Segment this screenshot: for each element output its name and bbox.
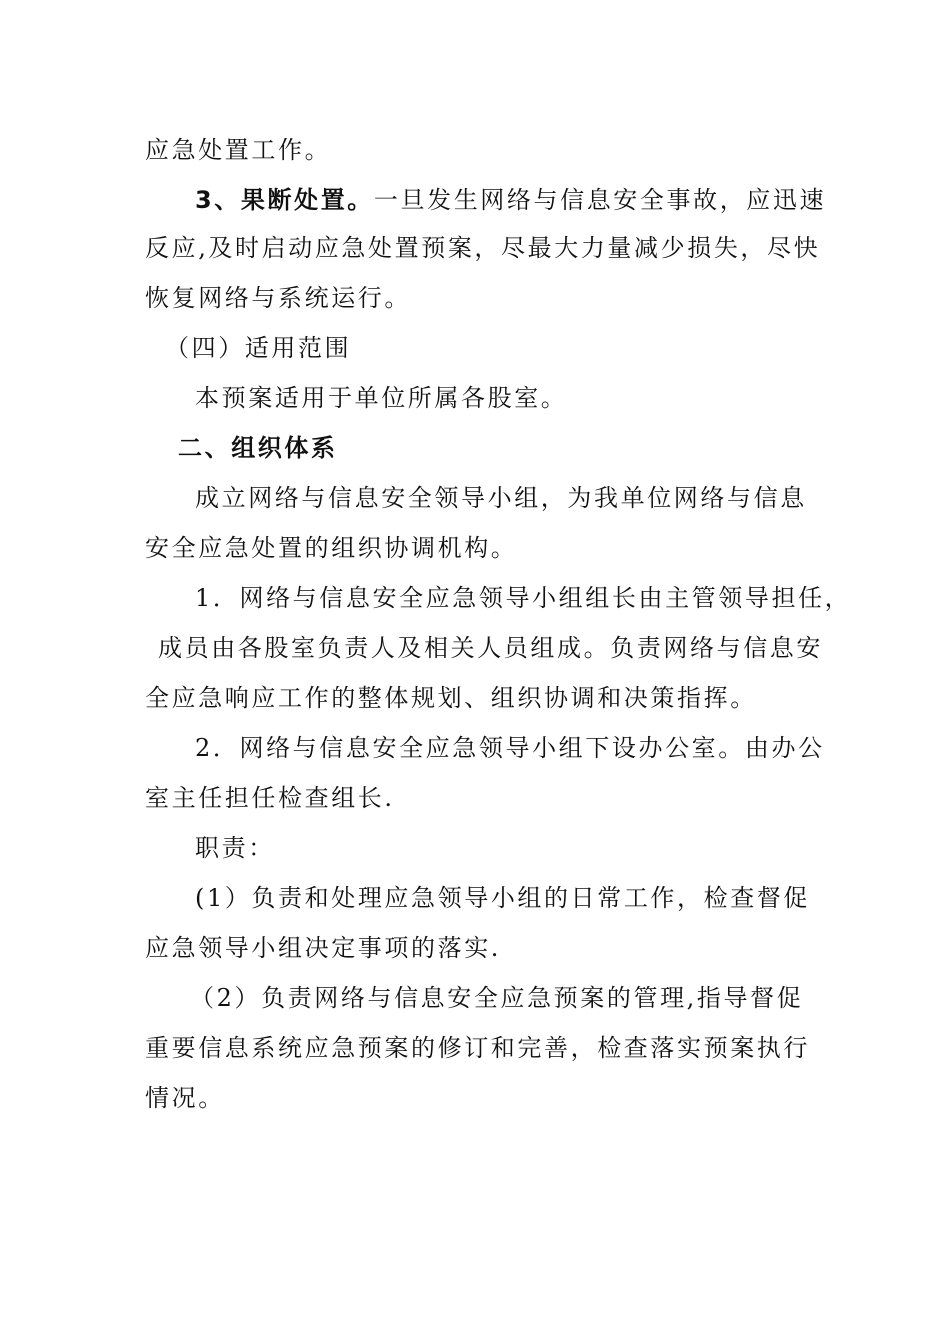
paragraph-line: 安全应急处置的组织协调机构。: [145, 534, 518, 562]
item-heading: 果断处置。: [240, 186, 374, 214]
paragraph-line: 应急处置工作。: [145, 136, 332, 164]
paragraph-line: [195, 180, 826, 220]
paragraph-line: 情况。: [145, 1084, 225, 1112]
paragraph-line: 恢复网络与系统运行。: [145, 284, 411, 312]
paragraph-line: 重要信息系统应急预案的修订和完善，检查落实预案执行: [145, 1034, 810, 1062]
paragraph-line: 本预案适用于单位所属各股室。: [195, 384, 568, 412]
paragraph-line: 职责：: [195, 834, 275, 862]
paragraph-line: 应急领导小组决定事项的落实.: [145, 934, 502, 962]
paragraph-line: 全应急响应工作的整体规划、组织协调和决策指挥。: [145, 684, 757, 712]
paragraph-line: 室主任担任检查组长.: [145, 784, 395, 812]
paragraph-line: 成员由各股室负责人及相关人员组成。负责网络与信息安: [158, 634, 823, 662]
paragraph-line: 成立网络与信息安全领导小组，为我单位网络与信息: [195, 484, 807, 512]
section-heading: （四）适用范围: [165, 334, 352, 362]
item-text: 一旦发生网络与信息安全事故，应迅速: [373, 186, 827, 214]
item-number: 3、: [195, 186, 241, 214]
paragraph-line: (1）负责和处理应急领导小组的日常工作，检查督促: [195, 884, 811, 912]
chapter-heading: 二、组织体系: [178, 434, 338, 462]
paragraph-line: 2．网络与信息安全应急领导小组下设办公室。由办公: [195, 734, 825, 762]
paragraph-line: 反应,及时启动应急处置预案，尽最大力量减少损失，尽快: [145, 234, 821, 262]
paragraph-line: 1．网络与信息安全应急领导小组组长由主管领导担任，: [195, 584, 852, 612]
paragraph-line: （2）负责网络与信息安全应急预案的管理,指导督促: [190, 984, 804, 1012]
